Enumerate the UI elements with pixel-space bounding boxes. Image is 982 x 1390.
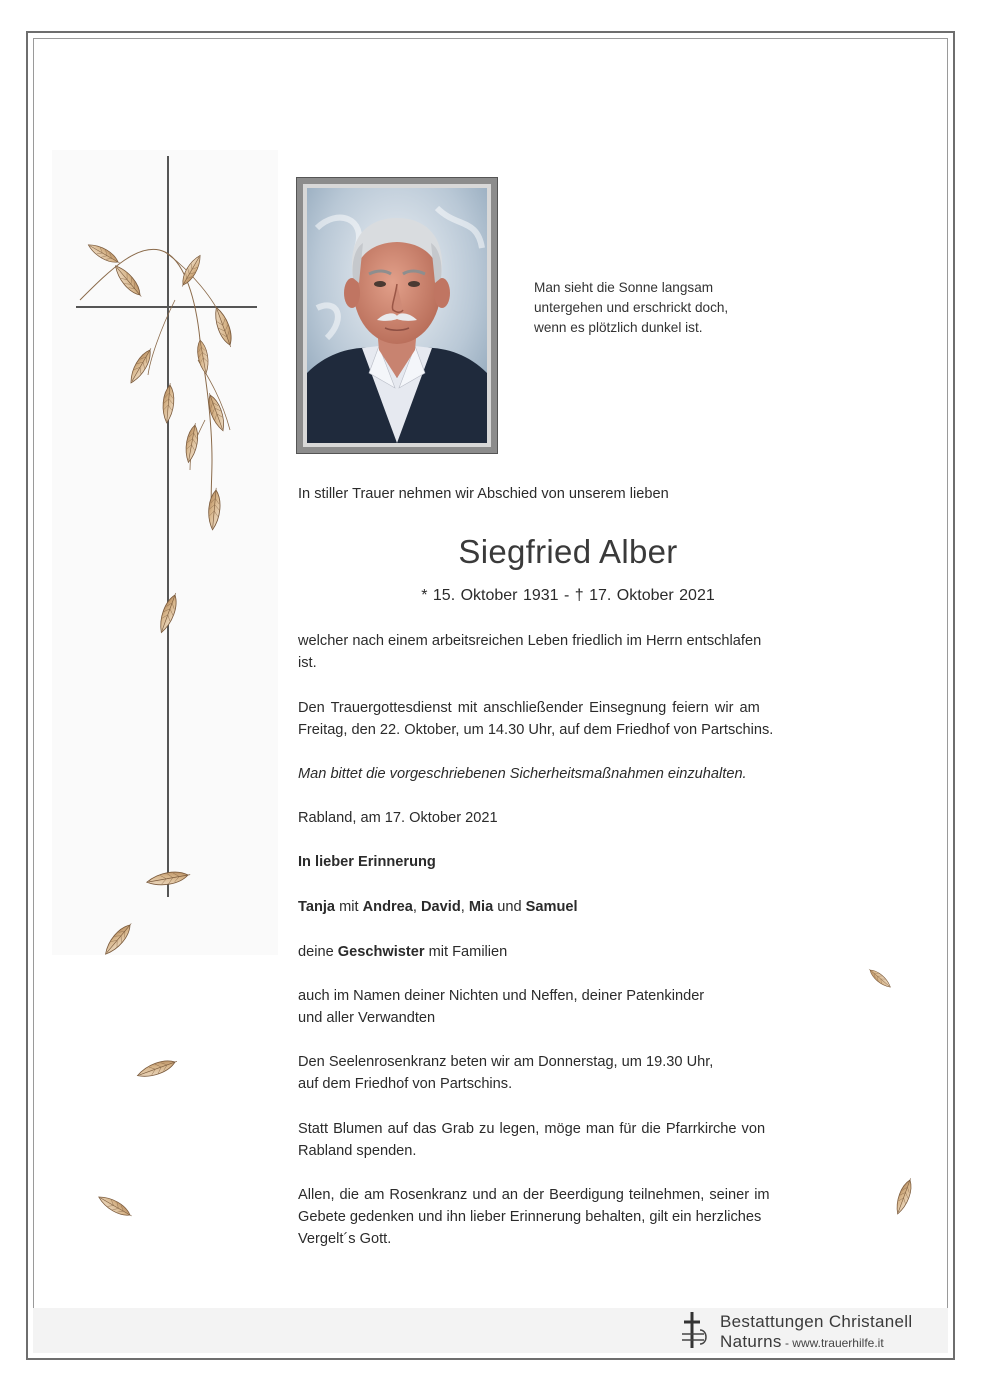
funeral-home-town: Naturns bbox=[720, 1332, 782, 1351]
quote-line: Man sieht die Sonne langsam bbox=[534, 280, 714, 295]
paragraph-line: Allen, die am Rosenkranz und an der Beerdigung teilnehmen, seiner im bbox=[298, 1187, 770, 1203]
connector-text: und bbox=[493, 899, 526, 915]
paragraph-line: Den Seelenrosenkranz beten wir am Donnerstag, um 19.30 Uhr, bbox=[298, 1054, 714, 1070]
siblings-line bbox=[298, 941, 838, 963]
portrait-photo bbox=[307, 188, 487, 443]
paragraph-line: ist. bbox=[298, 655, 317, 671]
paragraph-line: Statt Blumen auf das Grab zu legen, möge man für die Pfarrkirche von bbox=[298, 1121, 766, 1137]
family-mourners-line bbox=[298, 896, 838, 918]
portrait-photo-frame bbox=[296, 177, 498, 454]
funeral-home-logo-icon bbox=[678, 1308, 712, 1352]
paragraph-line: Vergelt´s Gott. bbox=[298, 1231, 392, 1247]
life-dates: * 15. Oktober 1931 - † 17. Oktober 2021 bbox=[421, 587, 715, 604]
paragraph-line: auch im Namen deiner Nichten und Neffen, deiner Patenkinder bbox=[298, 988, 705, 1004]
mourner-name: Tanja bbox=[298, 899, 336, 915]
thanks-paragraph bbox=[298, 1184, 838, 1250]
paragraph-line: welcher nach einem arbeitsreichen Leben friedlich im Herrn entschlafen bbox=[298, 633, 762, 649]
paragraph-line: Freitag, den 22. Oktober, um 14.30 Uhr, auf dem Friedhof von Partschins. bbox=[298, 722, 774, 738]
quote-line: wenn es plötzlich dunkel ist. bbox=[534, 320, 703, 335]
funeral-home-location bbox=[720, 1332, 884, 1353]
connector-text: deine bbox=[298, 944, 338, 960]
quote-line: untergehen und erschrickt doch, bbox=[534, 300, 729, 315]
paragraph-funeral-service bbox=[298, 697, 838, 741]
funeral-home-website[interactable]: - www.trauerhilfe.it bbox=[781, 1336, 884, 1350]
in-memory-heading: In lieber Erinnerung bbox=[298, 854, 436, 870]
siblings-label: Geschwister bbox=[337, 944, 425, 960]
funeral-home-name: Bestattungen Christanell bbox=[720, 1312, 913, 1331]
paragraph-line: Gebete gedenken und ihn lieber Erinnerung behalten, gilt ein herzliches bbox=[298, 1209, 762, 1225]
connector-text: mit bbox=[335, 899, 363, 915]
paragraph-line: und aller Verwandten bbox=[298, 1010, 436, 1026]
deceased-name: Siegfried Alber bbox=[458, 533, 678, 570]
paragraph-line: Rabland spenden. bbox=[298, 1143, 417, 1159]
rosary-paragraph bbox=[298, 1051, 838, 1095]
paragraph-line: Den Trauergottesdienst mit anschließender Einsegnung feiern wir am bbox=[298, 700, 760, 716]
decoration-background bbox=[52, 150, 278, 955]
paragraph-line: auf dem Friedhof von Partschins. bbox=[298, 1076, 513, 1092]
connector-text: , bbox=[412, 899, 422, 915]
mourner-name: Andrea bbox=[362, 899, 413, 915]
paragraph-passing bbox=[298, 630, 838, 674]
paragraph-safety-notice: Man bittet die vorgeschriebenen Sicherheitsmaßnahmen einzuhalten. bbox=[298, 766, 747, 782]
memorial-quote bbox=[534, 278, 728, 338]
portrait-illustration bbox=[307, 188, 487, 443]
mourner-name: Mia bbox=[468, 899, 494, 915]
intro-text: In stiller Trauer nehmen wir Abschied von unserem lieben bbox=[298, 486, 669, 502]
donation-paragraph bbox=[298, 1118, 838, 1162]
connector-text: mit Familien bbox=[424, 944, 508, 960]
place-and-date: Rabland, am 17. Oktober 2021 bbox=[298, 810, 498, 826]
mourner-name: Samuel bbox=[525, 899, 578, 915]
relatives-paragraph bbox=[298, 985, 838, 1029]
mourner-name: David bbox=[421, 899, 461, 915]
connector-text: , bbox=[460, 899, 469, 915]
